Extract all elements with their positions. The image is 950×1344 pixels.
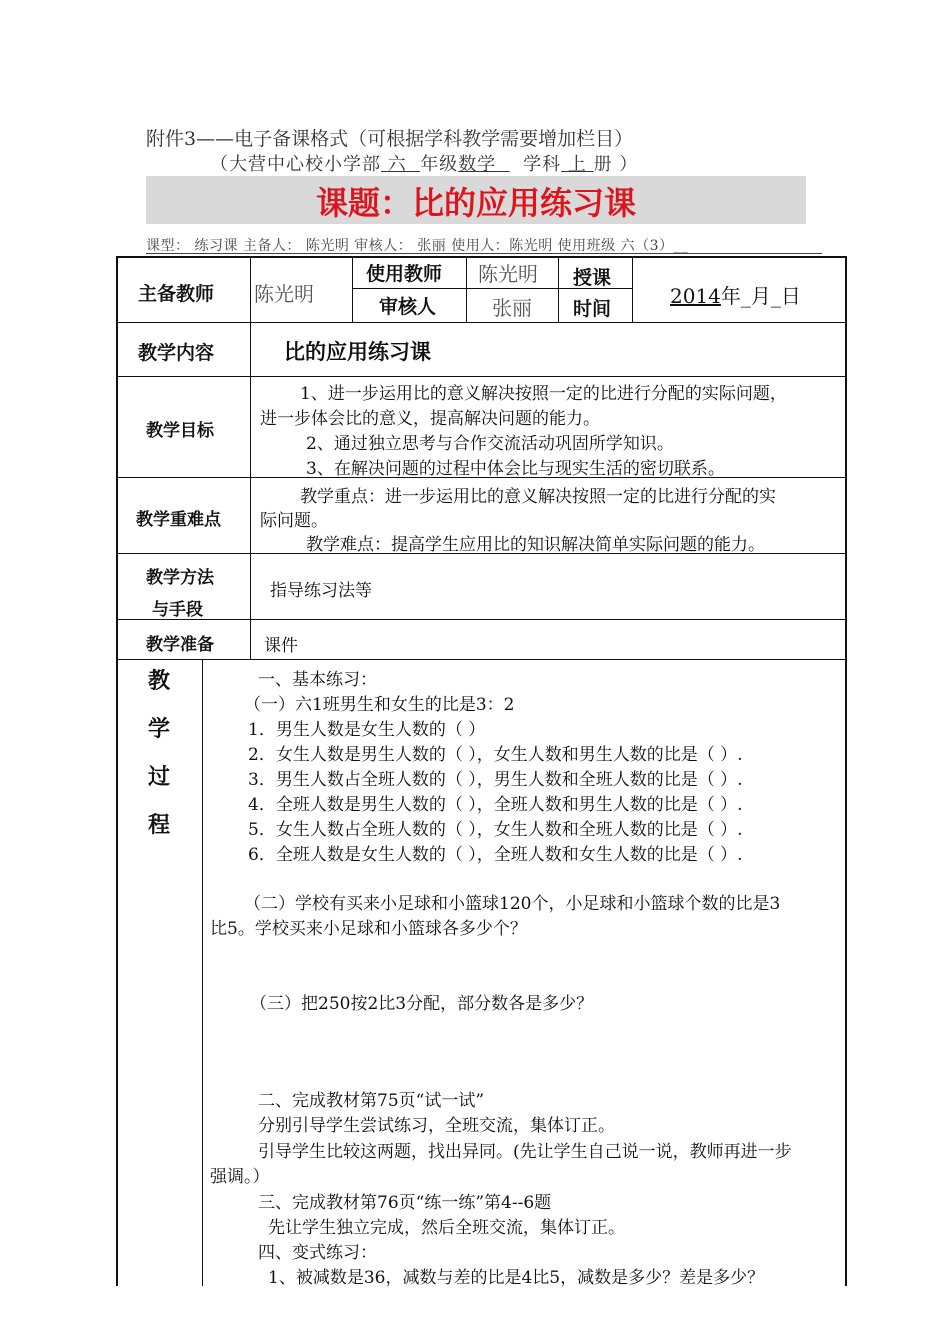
meta-line: 课型： 练习课 主备人： 陈光明 审核人： 张丽 使用人：陈光明 使用班级 六（3）__ [146,238,689,254]
grade-value: 六 [387,154,407,175]
goal-line: 进一步体会比的意义，提高解决问题的能力。 [260,409,600,429]
subject-value: 数学 [458,154,497,175]
time-value: 2014年_月_日 [670,284,801,308]
row-divider [116,619,847,620]
key-line: 教学难点：提高学生应用比的知识解决简单实际问题的能力。 [306,535,765,555]
col-divider [632,256,633,322]
user-teacher-label: 使用教师 [366,263,443,285]
goals-label: 教学目标 [146,421,214,441]
lead-teacher-label: 主备教师 [138,283,215,305]
goal-line: 1、进一步运用比的意义解决按照一定的比进行分配的实际问题， [300,384,787,404]
page-title: 课题：比的应用练习课 [315,184,636,222]
process-line: （二）学校有买来小足球和小篮球120个，小足球和小篮球个数的比是3 [244,894,781,914]
process-line: 1．男生人数是女生人数的（ ） [248,720,486,740]
process-line: 四、变式练习： [258,1243,377,1263]
process-line: （一）六1班男生和女生的比是3：2 [244,695,515,715]
process-label-char: 程 [148,813,171,838]
process-line: 4．全班人数是男生人数的（ ），全班人数和男生人数的比是（ ）. [248,795,743,815]
process-line: 三、完成教材第76页“练一练”第4--6题 [258,1193,552,1213]
process-line: 一、基本练习： [258,670,377,690]
time-label-1: 授课 [573,267,612,289]
process-line: 强调。） [210,1167,270,1187]
key-line: 际问题。 [260,511,328,531]
lead-teacher-value: 陈光明 [254,282,314,306]
method-value: 指导练习法等 [270,581,372,601]
process-line: 1、被减数是36，减数与差的比是4比5，减数是多少？差是多少？ [268,1268,765,1288]
key-line: 教学重点：进一步运用比的意义解决按照一定的比进行分配的实 [300,487,776,507]
process-line: 比5。学校买来小足球和小篮球各多少个？ [210,919,527,939]
process-line: 二、完成教材第75页“试一试” [258,1091,485,1111]
col-divider [466,256,467,322]
row-divider [116,659,847,660]
process-label-char: 教 [148,669,171,694]
row-divider [116,322,847,323]
prep-label: 教学准备 [146,635,214,655]
col-divider [352,256,353,322]
goal-line: 3、在解决问题的过程中体会比与现实生活的密切联系。 [306,459,725,479]
header-prefix: （大营中心校小学部 [210,154,381,175]
content-label: 教学内容 [138,342,215,364]
process-line: 2．女生人数是男生人数的（ ），女生人数和男生人数的比是（ ）. [248,745,743,765]
grade-suffix: 年级 [420,154,459,175]
subject-suffix: 学科 [523,154,562,175]
reviewer-label: 审核人 [379,296,437,318]
time-label-2: 时间 [573,298,612,320]
process-line: 3．男生人数占全班人数的（ ），男生人数和全班人数的比是（ ）. [248,770,743,790]
volume-suffix: 册 ） [593,154,639,175]
col-divider-process [202,659,203,1286]
process-line: 引导学生比较这两题，找出异同。(先让学生自己说一说，教师再进一步 [258,1142,792,1162]
col-divider [250,256,251,659]
row-divider [116,376,847,377]
process-label-char: 学 [148,717,171,742]
header-line-2 [210,150,638,176]
method-label-1: 教学方法 [146,568,214,588]
volume-value: 上 [567,154,587,175]
goal-line: 2、通过独立思考与合作交流活动巩固所学知识。 [306,434,674,454]
header-line-1: 附件3——电子备课格式（可根据学科教学需要增加栏目） [146,128,634,150]
process-line: 5．女生人数占全班人数的（ ），女生人数和全班人数的比是（ ）. [248,820,743,840]
process-label-char: 过 [148,765,171,790]
key-label: 教学重难点 [136,510,221,530]
col-divider [558,256,559,322]
title-banner [146,176,806,224]
content-value: 比的应用练习课 [284,340,431,364]
process-line: 先让学生独立完成，然后全班交流，集体订正。 [268,1218,625,1238]
method-label-2: 与手段 [152,600,203,620]
process-line: 6．全班人数是女生人数的（ ），全班人数和女生人数的比是（ ）. [248,845,743,865]
prep-value: 课件 [264,636,298,656]
meta-underline [146,253,822,254]
reviewer-value: 张丽 [492,296,532,320]
user-teacher-value: 陈光明 [478,262,538,286]
process-line: （三）把250按2比3分配，部分数各是多少？ [250,994,594,1014]
process-line: 分别引导学生尝试练习，全班交流，集体订正。 [258,1116,615,1136]
